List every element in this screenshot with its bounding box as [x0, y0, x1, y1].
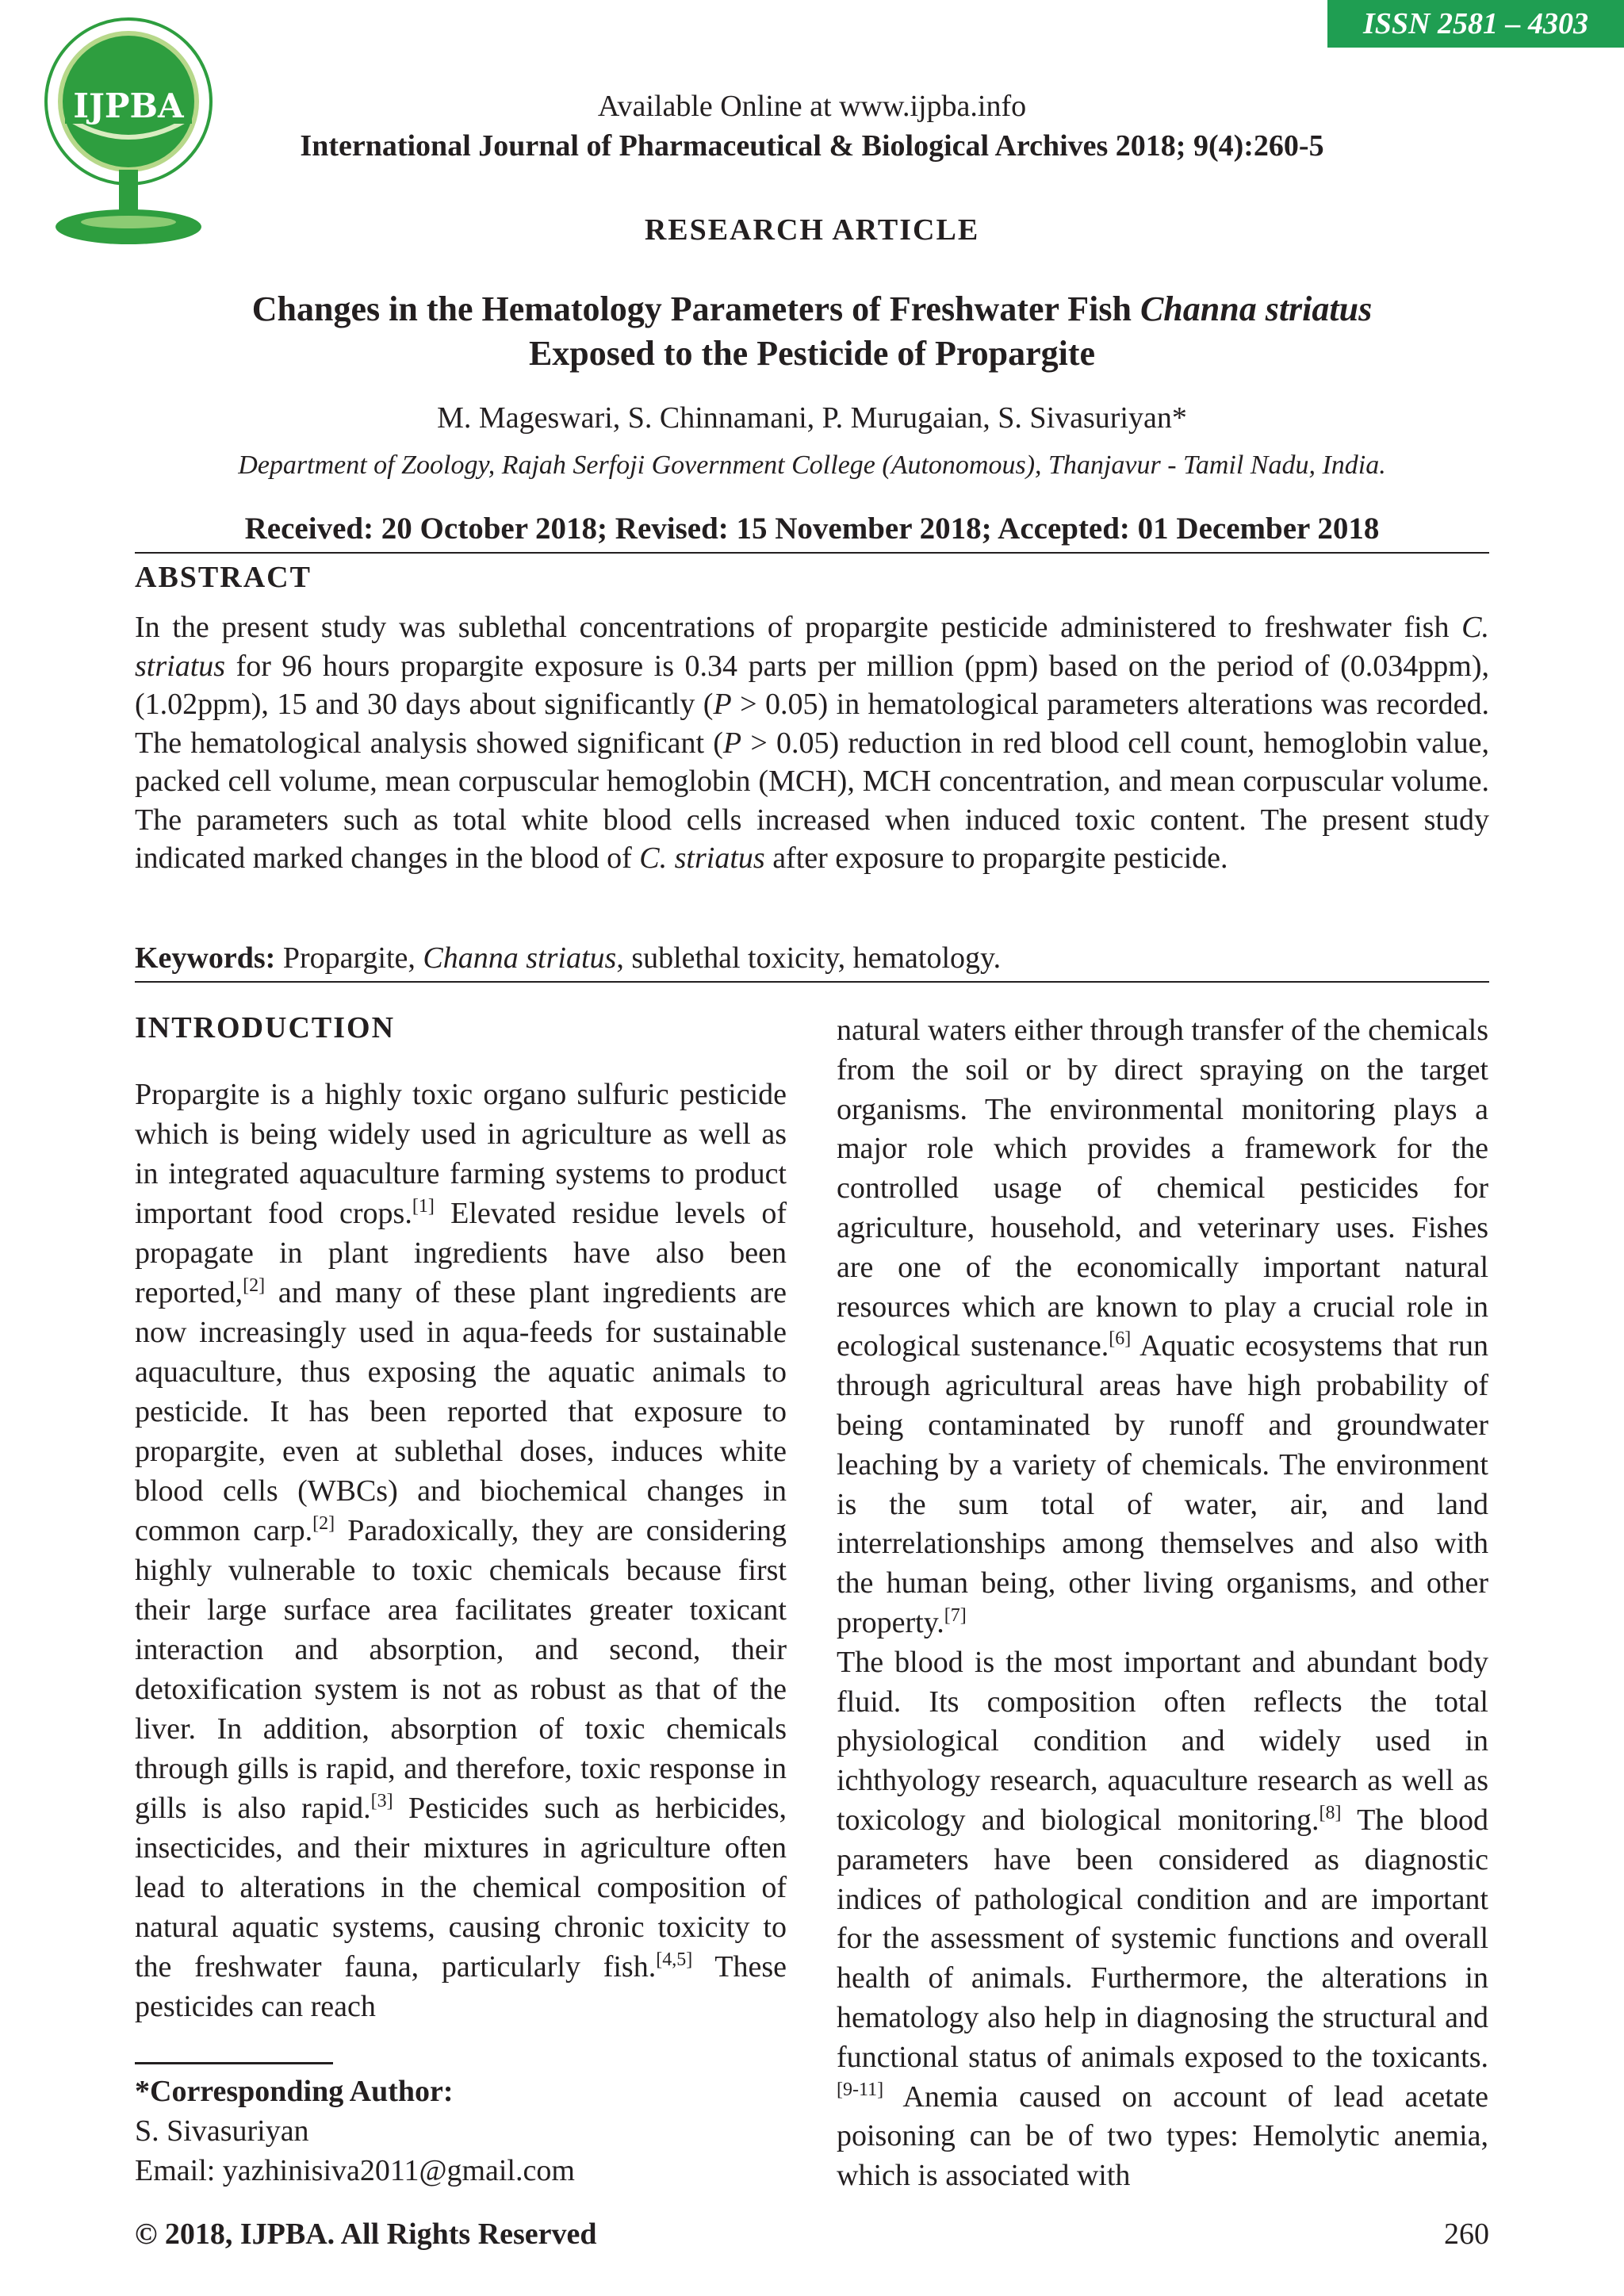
body-text: Propargite is a highly toxic organo sulfuric pesticide which is being widely used in agriculture as well as in integrated aquaculture farming systems to product important food crops.	[135, 1078, 787, 1230]
citation-ref: [6]	[1109, 1328, 1132, 1350]
article-title	[0, 287, 1624, 376]
divider	[135, 552, 1489, 554]
introduction-right-column	[837, 1011, 1488, 2196]
citation-ref: [4,5]	[656, 1949, 693, 1970]
corresponding-author-label: *Corresponding Author:	[135, 2075, 454, 2108]
body-text: The blood is the most important and abundant body fluid. Its composition often reflects the total physiological condition and widely used in ichthyology research, aquaculture research as well as toxicology and biological monitoring.	[837, 1645, 1488, 1837]
keywords-text: Propargite,	[275, 941, 423, 975]
affiliation: Department of Zoology, Rajah Serfoji Government College (Autonomous), Thanjavur - Tamil Nadu, India.	[238, 450, 1386, 480]
abstract-p-value: P	[722, 726, 742, 760]
introduction-left-column	[135, 1075, 787, 2026]
citation-ref: [1]	[412, 1196, 435, 1217]
body-text: Elevated residue levels of propagate in plant ingredients have also been reported,	[135, 1197, 787, 1309]
keywords-label: Keywords:	[135, 941, 276, 975]
body-text: and many of these plant ingredients are now increasingly used in aqua-feeds for sustainable aquaculture, thus exposing the aquatic animals to pesticide. It has been reported that exposure to propargite, even at sublethal doses, induces white blood cells (WBCs) and biochemical changes in common carp.	[135, 1276, 787, 1547]
title-part-2: Exposed to the Pesticide of Propargite	[528, 334, 1096, 373]
body-text: Aquatic ecosystems that run through agricultural areas have high probability of being contaminated by runoff and groundwater leaching by a variety of chemicals. The environment is the sum total of water, air, and land interrelationships among themselves and also with the human being, other living organisms, and other property.	[837, 1329, 1488, 1639]
body-text: These pesticides can reach	[135, 1950, 787, 2023]
introduction-heading: INTRODUCTION	[135, 1011, 396, 1045]
keywords-text: , sublethal toxicity, hematology.	[616, 941, 1002, 975]
keywords	[135, 941, 1489, 976]
copyright-notice: © 2018, IJPBA. All Rights Reserved	[135, 2217, 597, 2251]
abstract-p-value: P	[713, 688, 732, 721]
abstract-text: In the present study was sublethal concentrations of propargite pesticide administered to freshwater fish	[135, 611, 1462, 644]
article-type: RESEARCH ARTICLE	[644, 213, 980, 247]
available-online-text: Available Online at www.ijpba.info	[597, 90, 1027, 123]
body-text: The blood parameters have been considered as diagnostic indices of pathological condition and are important for the assessment of systemic functions and overall health of animals. Furthermore, the alterations in hematology also help in diagnosing the structural and functional status of animals exposed to the toxicants.	[837, 1803, 1488, 2074]
submission-dates: Received: 20 October 2018; Revised: 15 November 2018; Accepted: 01 December 2018	[244, 512, 1380, 546]
page-number: 260	[1444, 2217, 1489, 2251]
citation-ref: [3]	[370, 1791, 393, 1811]
journal-citation: International Journal of Pharmaceutical & Biological Archives 2018; 9(4):260-5	[300, 129, 1324, 163]
citation-ref: [2]	[312, 1513, 335, 1534]
citation-ref: [9-11]	[837, 2079, 884, 2100]
abstract-species: C. striatus	[639, 841, 765, 875]
body-text: Anemia caused on account of lead acetate poisoning can be of two types: Hemolytic anemia, which is associated with	[837, 2079, 1488, 2193]
corresponding-author-email: Email: yazhinisiva2011@gmail.com	[135, 2154, 575, 2187]
title-species: Channa striatus	[1139, 289, 1373, 328]
abstract-species: C. striatus	[135, 611, 1489, 683]
body-text: natural waters either through transfer of the chemicals from the soil or by direct spraying on the target organisms. The environmental monitoring plays a major role which provides a framework for the controlled usage of chemical pesticides for agriculture, household, and veterinary uses. Fishes are one of the economically important natural resources which are known to play a crucial role in ecological sustenance.	[837, 1014, 1488, 1363]
issn-badge: ISSN 2581 – 4303	[1327, 0, 1624, 48]
abstract-body	[135, 608, 1489, 878]
body-text: Paradoxically, they are considering highly vulnerable to toxic chemicals because first their large surface area facilitates greater toxicant interaction and absorption, and second, their detoxification system is not as robust as that of the liver. In addition, absorption of toxic chemicals through gills is rapid, and therefore, toxic response in gills is also rapid.	[135, 1514, 787, 1825]
corresponding-author	[135, 2072, 575, 2191]
citation-ref: [8]	[1319, 1802, 1342, 1823]
keywords-species: Channa striatus	[423, 941, 617, 975]
citation-ref: [2]	[243, 1275, 266, 1296]
body-text: Pesticides such as herbicides, insecticides, and their mixtures in agriculture often lead to alterations in the chemical composition of natural aquatic systems, causing chronic toxicity to the freshwater fauna, particularly fish.	[135, 1792, 787, 1984]
citation-ref: [7]	[944, 1604, 967, 1626]
abstract-heading: ABSTRACT	[135, 561, 312, 594]
abstract-text: > 0.05) reduction in red blood cell count, hemoglobin value, packed cell volume, mean corpuscular hemoglobin (MCH), MCH concentration, and mean corpuscular volume. The parameters such as total white blood cells increased when induced toxic content. The present study indicated marked changes in the blood of	[135, 726, 1489, 875]
abstract-text: > 0.05) in hematological parameters alterations was recorded. The hematological analysis showed significant (	[135, 688, 1489, 760]
author-list: M. Mageswari, S. Chinnamani, P. Murugaian, S. Sivasuriyan*	[437, 401, 1187, 435]
corresponding-author-name: S. Sivasuriyan	[135, 2114, 309, 2148]
abstract-text: for 96 hours propargite exposure is 0.34 parts per million (ppm) based on the period of (0.034ppm), (1.02ppm), 15 and 30 days about significantly (	[135, 649, 1489, 721]
abstract-text: after exposure to propargite pesticide.	[764, 841, 1228, 875]
logo-text: IJPBA	[73, 86, 184, 125]
divider	[135, 981, 1489, 983]
footnote-divider	[135, 2062, 333, 2064]
title-part-1: Changes in the Hematology Parameters of Freshwater Fish	[251, 289, 1140, 328]
